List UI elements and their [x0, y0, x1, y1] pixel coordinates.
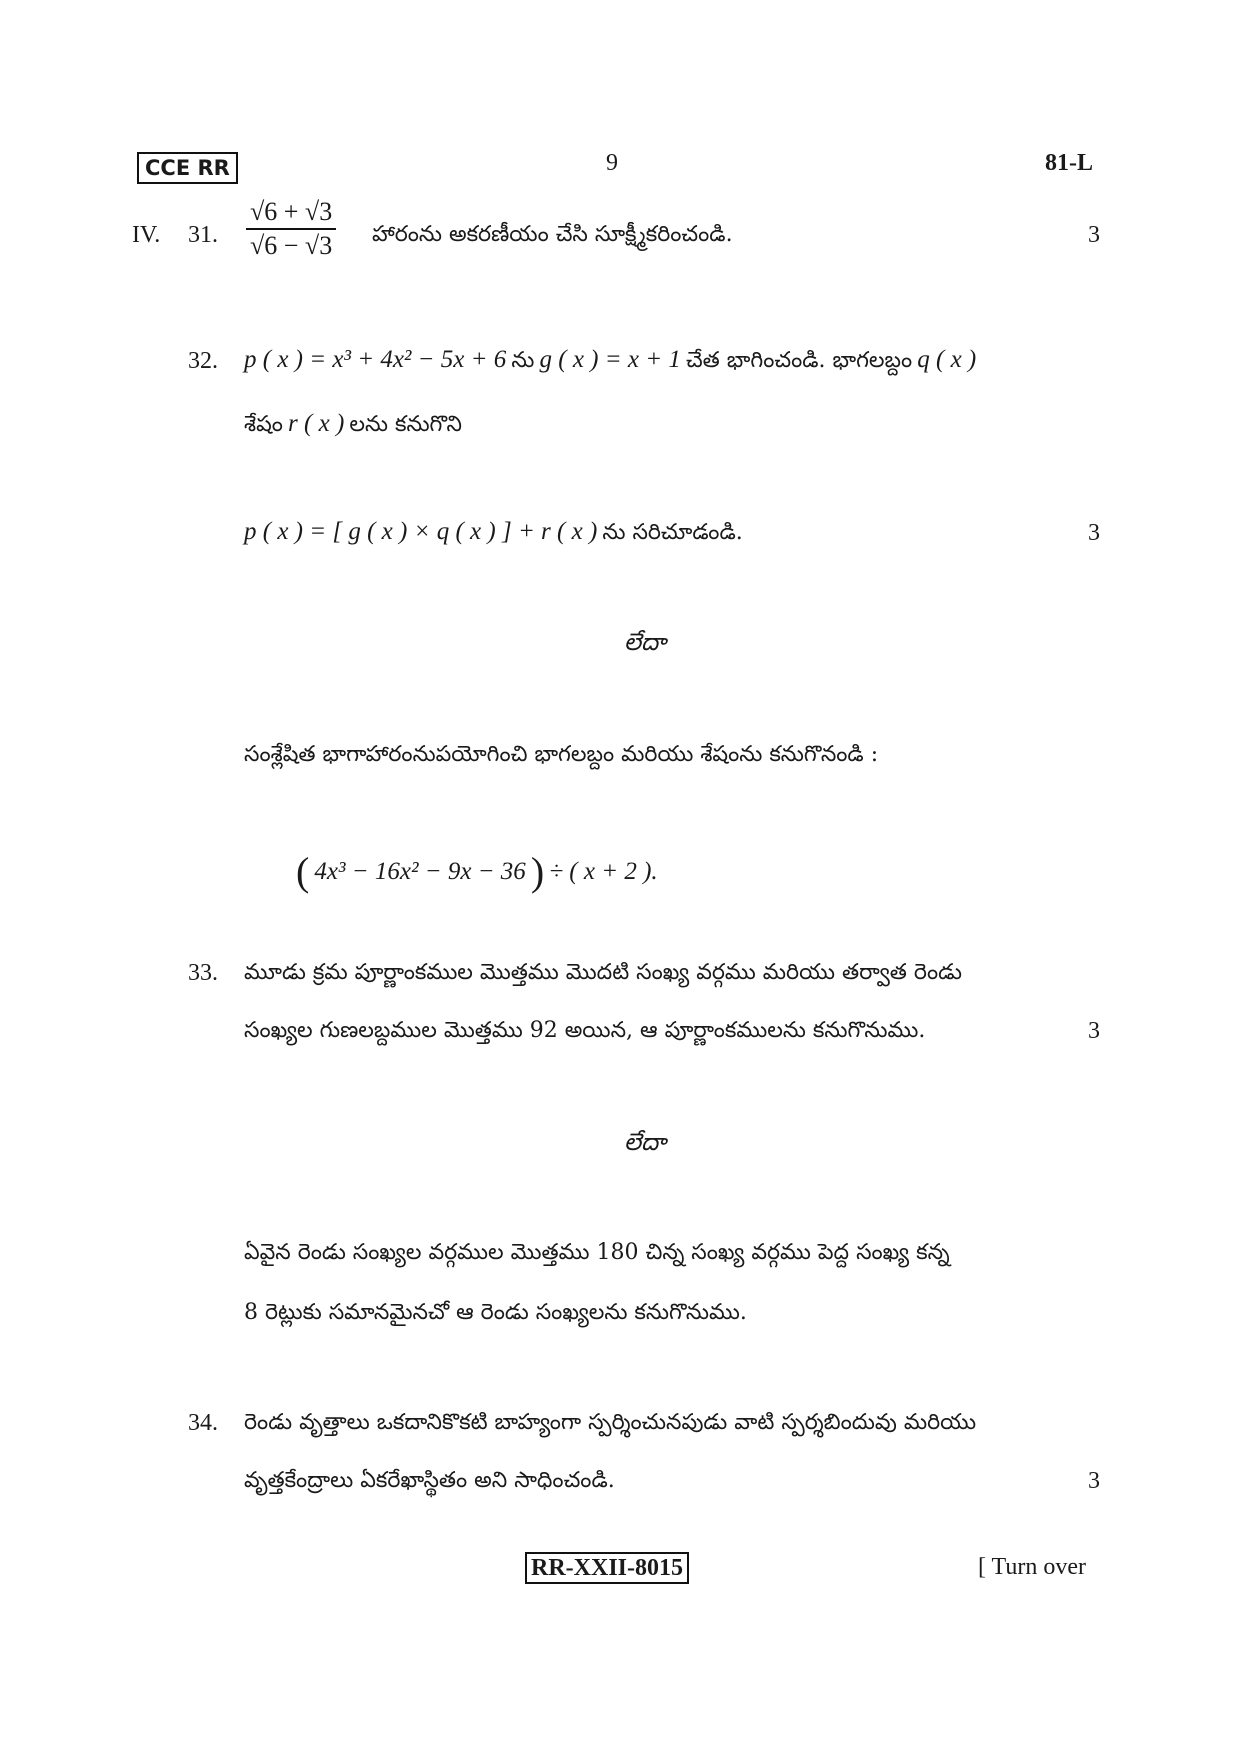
q32-alt-text: సంశ్లేషిత భాగాహారంనుపయోగించి భాగలబ్దం మరియు శేషంను కనుగొనండి :: [244, 742, 879, 767]
q33-number: 33.: [188, 960, 218, 986]
q31-numerator: √6 + √3: [246, 196, 336, 230]
q32-polynomial-p: p ( x ) = x³ + 4x² − 5x + 6: [244, 346, 507, 373]
q33-line2: సంఖ్యల గుణలబ్దముల మొత్తము 92 అయిన, ఆ పూర్ణాంకములను కనుగొనుము.: [244, 1018, 926, 1043]
q32-verify-line: [244, 518, 743, 548]
q32-alt-divisor: ÷ ( x + 2 ).: [549, 858, 658, 885]
q34-line2: వృత్తకేంద్రాలు ఏకరేఖాస్థితం అని సాధించండి.: [244, 1468, 615, 1493]
q32-text-find: లను కనుగొని: [349, 412, 462, 437]
q32-line2: [244, 410, 462, 440]
q32-text-remainder: శేషం: [244, 412, 283, 437]
q31-fraction: [246, 196, 336, 262]
q33-alt-line2: 8 రెట్లుకు సమానమైనచో ఆ రెండు సంఖ్యలను కనుగొనుము.: [244, 1300, 747, 1325]
q32-number: 32.: [188, 348, 218, 374]
q31-number: 31.: [188, 222, 218, 248]
q32-remainder: r ( x ): [288, 410, 345, 437]
q32-or-label: లేదా: [624, 628, 666, 656]
booklet-code-box: RR-XXII-8015: [525, 1552, 689, 1584]
q31-marks: 3: [1088, 222, 1100, 248]
q31-text: హారంను అకరణీయం చేసి సూక్ష్మీకరించండి.: [372, 222, 733, 247]
q32-verify-equation: p ( x ) = [ g ( x ) × q ( x ) ] + r ( x ): [244, 518, 598, 545]
q33-line1: మూడు క్రమ పూర్ణాంకముల మొత్తము మొదటి సంఖ్య వర్గము మరియు తర్వాత రెండు: [244, 960, 963, 985]
q32-verify-text: ను సరిచూడండి.: [602, 520, 743, 545]
q34-line1: రెండు వృత్తాలు ఒకదానికొకటి బాహ్యంగా స్పర్శించునపుడు వాటి స్పర్శబిందువు మరియు: [244, 1410, 977, 1435]
q33-alt-line1: ఏవైన రెండు సంఖ్యల వర్గముల మొత్తము 180 చిన్న సంఖ్య వర్గము పెద్ద సంఖ్య కన్న: [244, 1240, 950, 1265]
q34-marks: 3: [1088, 1468, 1100, 1494]
q32-text-nu: ను: [511, 348, 535, 373]
subject-code: 81-L: [1045, 150, 1093, 176]
q32-quotient: q ( x ): [917, 346, 977, 373]
q32-line1: [244, 346, 976, 376]
q31-denominator: √6 − √3: [250, 231, 333, 260]
q32-polynomial-g: g ( x ) = x + 1: [539, 346, 681, 373]
q32-text-divide: చేత భాగించండి. భాగలబ్దం: [685, 348, 913, 373]
section-label: IV.: [132, 222, 161, 248]
q33-or-label: లేదా: [624, 1128, 666, 1156]
paper-code-box: CCE RR: [137, 152, 238, 184]
q32-marks: 3: [1088, 520, 1100, 546]
q32-alt-polynomial: 4x³ − 16x² − 9x − 36: [314, 858, 526, 885]
page-number: 9: [606, 150, 618, 176]
q33-marks: 3: [1088, 1018, 1100, 1044]
q32-alt-expression: ( 4x³ − 16x² − 9x − 36 ) ÷ ( x + 2 ).: [296, 849, 658, 894]
turn-over-label: [ Turn over: [978, 1554, 1087, 1580]
q34-number: 34.: [188, 1410, 218, 1436]
